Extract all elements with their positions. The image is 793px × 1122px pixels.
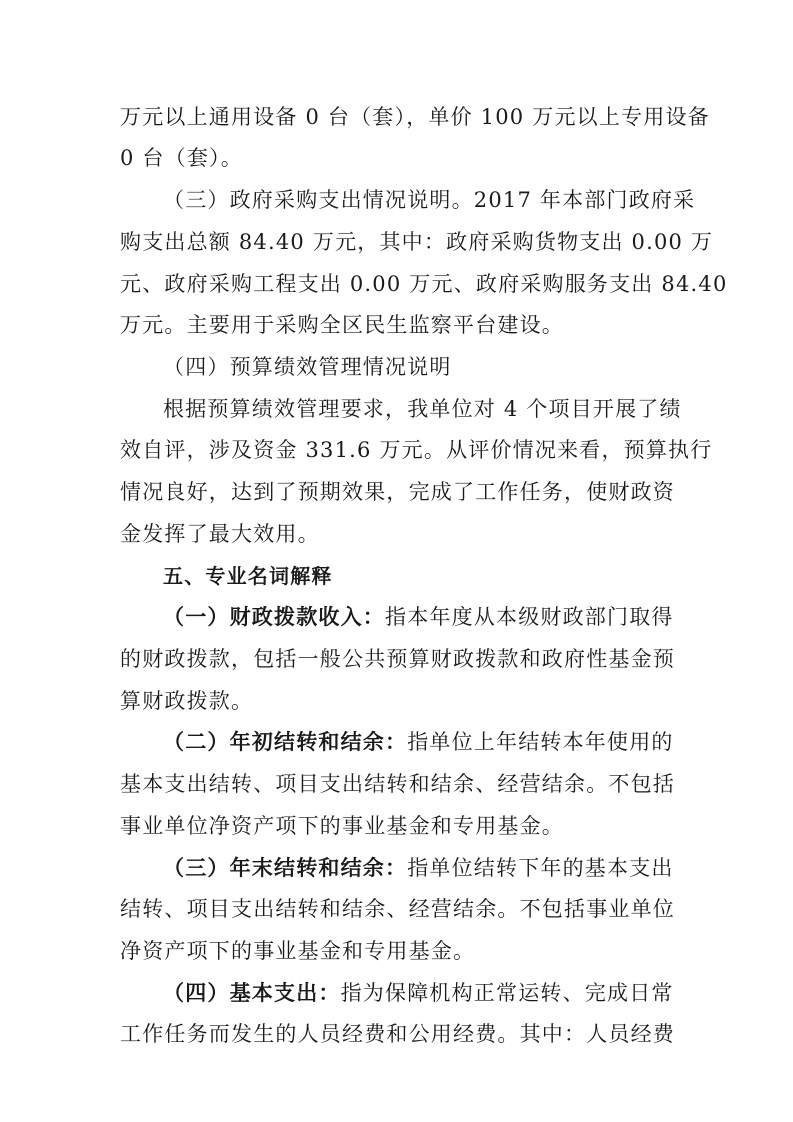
paragraph-line: 算财政拨款。 [120, 689, 254, 713]
term-text: 指本年度从本级财政部门取得 [385, 605, 674, 629]
paragraph-line: （三）政府采购支出情况说明。2017 年本部门政府采 [163, 188, 696, 212]
paragraph-line: 情况良好，达到了预期效果，完成了工作任务，使财政资 [120, 480, 675, 504]
paragraph-line: 工作任务而发生的人员经费和公用经费。其中：人员经费 [120, 1022, 675, 1046]
paragraph-line: 结转、项目支出结转和结余、经营结余。不包括事业单位 [120, 897, 675, 921]
paragraph-line: 0 台（套）。 [120, 146, 243, 170]
paragraph-line: 购支出总额 84.40 万元，其中：政府采购货物支出 0.00 万 [120, 230, 714, 254]
term-text: 指单位上年结转本年使用的 [407, 730, 674, 754]
paragraph-line: 效自评，涉及资金 331.6 万元。从评价情况来看，预算执行 [120, 438, 713, 462]
paragraph-line: 根据预算绩效管理要求，我单位对 4 个项目开展了绩 [163, 397, 682, 421]
section-heading: 五、专业名词解释 [163, 564, 333, 588]
term-label: （一）财政拨款收入： [163, 605, 385, 629]
term-label: （三）年末结转和结余： [163, 856, 408, 880]
paragraph-line: 事业单位净资产项下的事业基金和专用基金。 [120, 814, 564, 838]
paragraph-line: 基本支出结转、项目支出结转和结余、经营结余。不包括 [120, 772, 675, 796]
term-definition-line [163, 854, 673, 882]
term-text: 指为保障机构正常运转、完成日常 [340, 981, 674, 1005]
paragraph-line: 净资产项下的事业基金和专用基金。 [120, 939, 476, 963]
subsection-heading: （四）预算绩效管理情况说明 [163, 355, 452, 379]
paragraph-line: 万元以上通用设备 0 台（套），单价 100 万元以上专用设备 [120, 105, 710, 129]
paragraph-line: 万元。主要用于采购全区民生监察平台建设。 [120, 313, 564, 337]
term-definition-line [163, 728, 673, 756]
term-definition-line [163, 603, 673, 631]
term-label: （四）基本支出： [163, 981, 341, 1005]
term-label: （二）年初结转和结余： [163, 730, 408, 754]
term-definition-line [163, 979, 673, 1007]
paragraph-line: 的财政拨款，包括一般公共预算财政拨款和政府性基金预 [120, 647, 675, 671]
paragraph-line: 金发挥了最大效用。 [120, 522, 320, 546]
paragraph-line: 元、政府采购工程支出 0.00 万元、政府采购服务支出 84.40 [120, 272, 728, 296]
term-text: 指单位结转下年的基本支出 [407, 856, 674, 880]
